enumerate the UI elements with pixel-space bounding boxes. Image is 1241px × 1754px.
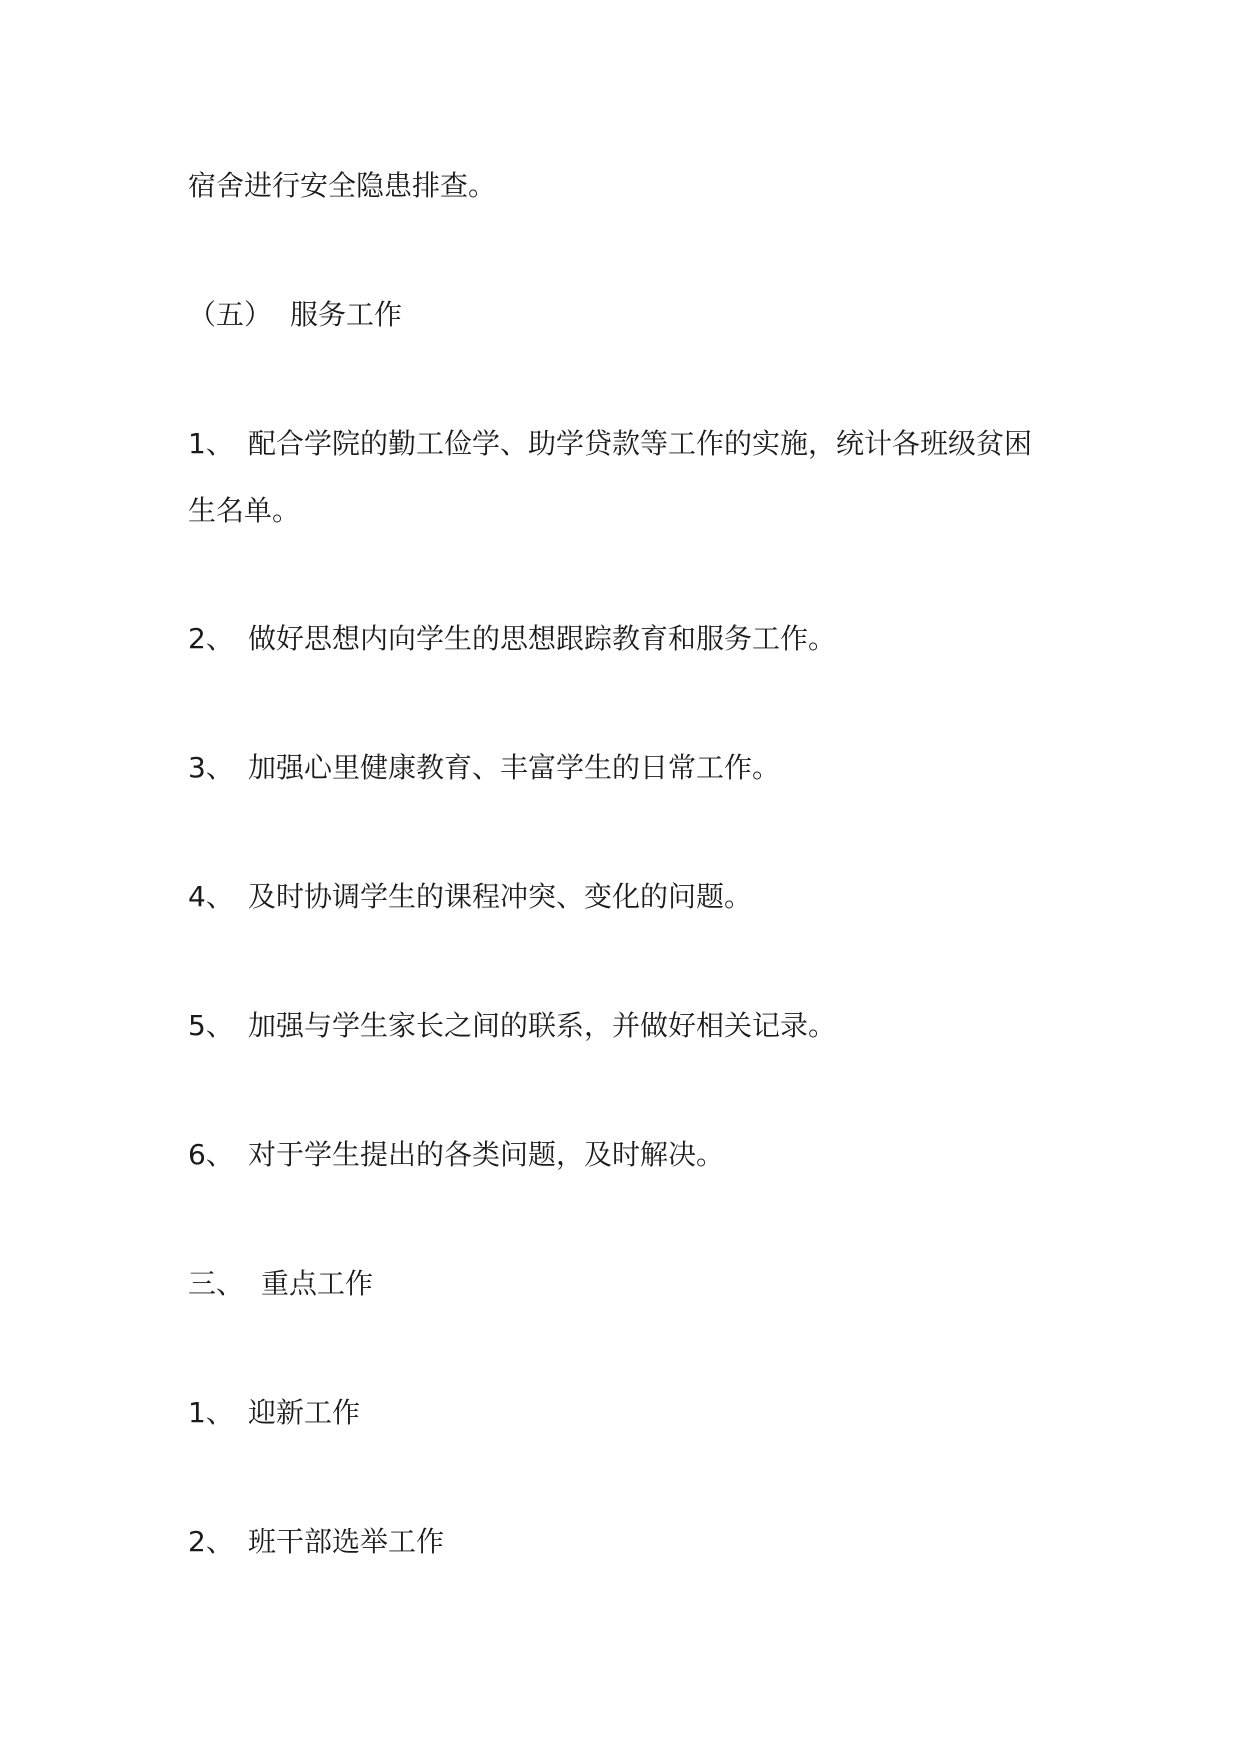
list-text: 加强心里健康教育、丰富学生的日常工作。 [248,751,781,784]
list-number: 5、 [188,1009,234,1042]
list-item-1-continuation [188,491,300,531]
list-item-3 [188,748,780,788]
section-number: 三、 [188,1267,245,1300]
list-number: 1、 [188,427,234,460]
key-item-2 [188,1522,444,1562]
section-number: （五） [188,298,273,331]
list-number: 6、 [188,1138,234,1171]
list-text: 班干部选举工作 [248,1525,445,1558]
section-heading-three [188,1264,373,1304]
list-text: 做好思想内向学生的思想跟踪教育和服务工作。 [248,622,837,655]
list-text: 加强与学生家长之间的联系，并做好相关记录。 [248,1009,837,1042]
section-title: 服务工作 [290,298,403,331]
section-heading-five [188,295,402,335]
list-number: 3、 [188,751,234,784]
list-text: 及时协调学生的课程冲突、变化的问题。 [248,880,753,913]
list-number: 1、 [188,1396,234,1429]
list-number: 2、 [188,1525,234,1558]
list-text: 对于学生提出的各类问题，及时解决。 [248,1138,725,1171]
paragraph-continuation [188,166,496,206]
list-number: 2、 [188,622,234,655]
list-text: 迎新工作 [248,1396,361,1429]
list-item-5 [188,1006,836,1046]
list-item-2 [188,619,836,659]
paragraph-text: 宿舍进行安全隐患排查。 [188,169,497,202]
list-number: 4、 [188,880,234,913]
section-title: 重点工作 [261,1267,374,1300]
list-item-6 [188,1135,724,1175]
key-item-1 [188,1393,360,1433]
list-item-1 [188,424,1032,464]
list-item-4 [188,877,752,917]
list-text: 生名单。 [188,494,301,527]
list-text: 配合学院的勤工俭学、助学贷款等工作的实施，统计各班级贫困 [248,427,1033,460]
